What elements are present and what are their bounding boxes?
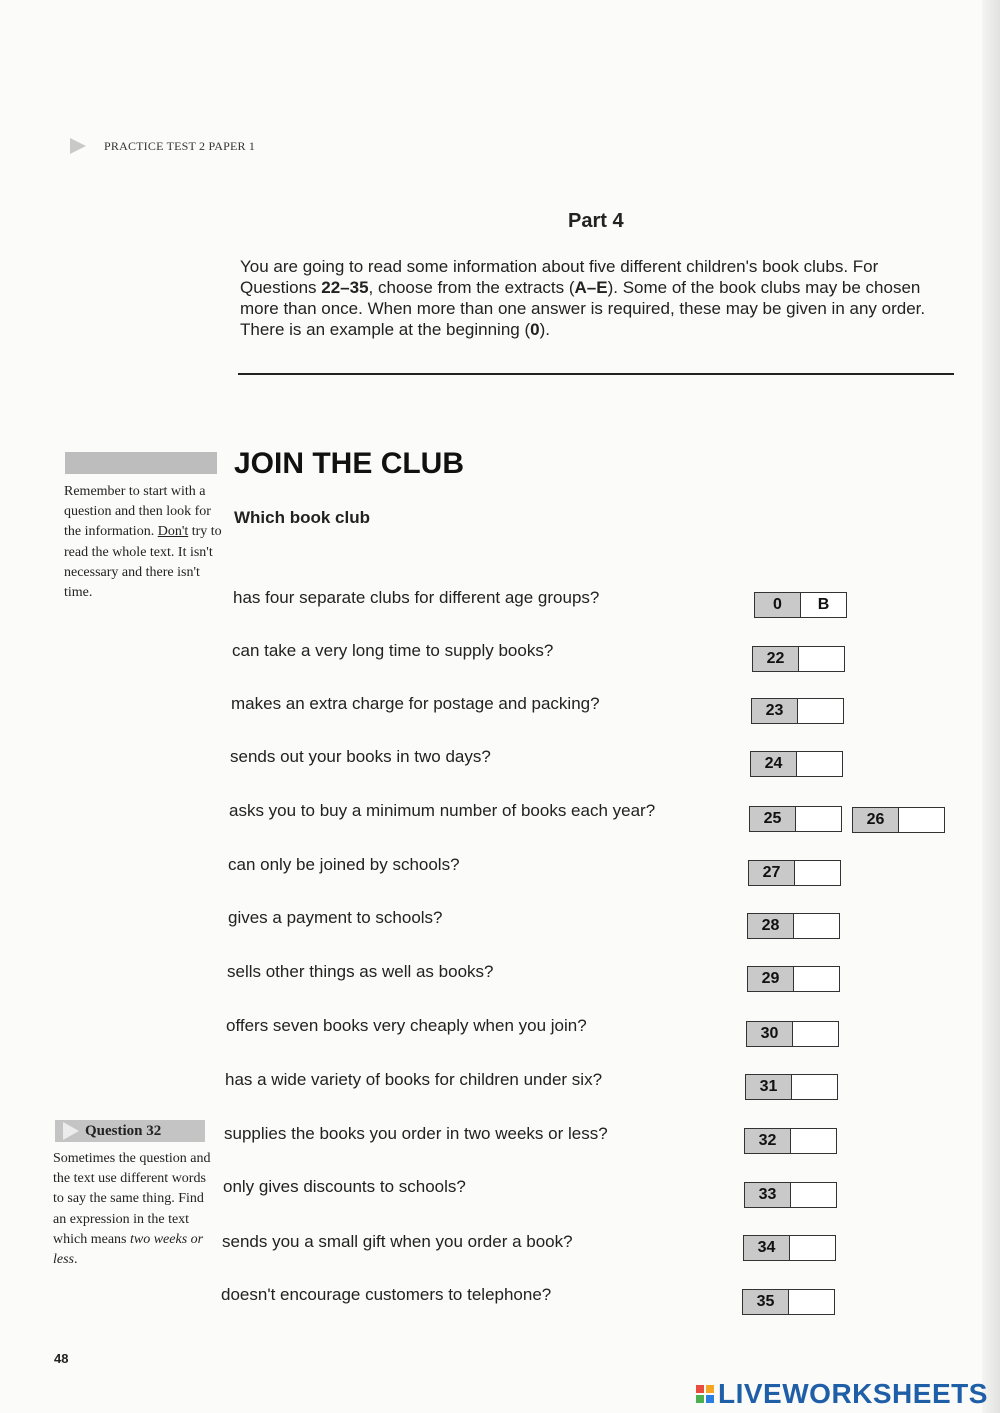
- instructions-text: You are going to read some information about five different children's book clubs. For Questions: [240, 257, 879, 297]
- question-number: 30: [747, 1022, 793, 1046]
- answer-box[interactable]: [799, 647, 844, 671]
- question-text: has four separate clubs for different age groups?: [233, 588, 600, 607]
- answer-row-25: [749, 806, 842, 832]
- answer-row-0: [754, 592, 847, 618]
- question-text: doesn't encourage customers to telephone?: [221, 1285, 552, 1304]
- question-32-tip-italic: two weeks or less: [53, 1231, 204, 1268]
- sidebar-tip-text: try to read the whole text. It isn't necessary and there isn't time.: [64, 524, 222, 601]
- question-number: 24: [751, 752, 797, 776]
- answer-box[interactable]: [791, 1183, 836, 1207]
- answer-row-26: [852, 807, 945, 833]
- question-number: 27: [749, 861, 795, 885]
- question-number: 31: [746, 1075, 792, 1099]
- instructions: [240, 256, 955, 340]
- question-text: gives a payment to schools?: [228, 908, 443, 927]
- answer-row-23: [751, 698, 844, 724]
- question-number: 32: [745, 1129, 791, 1153]
- question-number: 35: [743, 1290, 789, 1314]
- main-title: JOIN THE CLUB: [234, 447, 465, 480]
- answer-box[interactable]: [789, 1290, 834, 1314]
- question-text: makes an extra charge for postage and packing?: [231, 694, 600, 713]
- answer-row-33: [744, 1182, 837, 1208]
- logo-grid-icon: [696, 1385, 714, 1403]
- logo-text: LIVEWORKSHEETS: [718, 1378, 988, 1409]
- question-number: 33: [745, 1183, 791, 1207]
- question-32-label: Question 32: [85, 1122, 162, 1139]
- answer-box[interactable]: [899, 808, 944, 832]
- answer-row-28: [747, 913, 840, 939]
- sidebar-tip-bar: [65, 452, 217, 474]
- sidebar-tip-text: Remember to start with a question and then look for the information.: [64, 484, 211, 540]
- question-number: 0: [755, 593, 801, 617]
- answer-row-32: [744, 1128, 837, 1154]
- page-number: 48: [54, 1351, 69, 1366]
- instructions-bold: 22–35: [321, 278, 369, 297]
- instructions-bold: A–E: [574, 278, 608, 297]
- question-32-tip-text: Sometimes the question and the text use different words to say the same thing. Find an expression in the text which means: [53, 1151, 211, 1247]
- question-number: 28: [748, 914, 794, 938]
- question-text: only gives discounts to schools?: [223, 1177, 466, 1196]
- scan-edge: [982, 0, 1000, 1413]
- liveworksheets-logo: [696, 1378, 988, 1410]
- question-number: 29: [748, 967, 794, 991]
- answer-row-30: [746, 1021, 839, 1047]
- page-header: [70, 138, 255, 154]
- instructions-text: ).: [539, 320, 550, 339]
- question-32-header: [55, 1120, 205, 1142]
- answer-box: B: [817, 596, 830, 613]
- question-text: asks you to buy a minimum number of books each year?: [229, 801, 656, 820]
- sidebar-tip-underline: Don't: [157, 524, 189, 540]
- instructions-text: , choose from the extracts (: [368, 278, 575, 297]
- answer-box[interactable]: [794, 914, 839, 938]
- answer-row-35: [742, 1289, 835, 1315]
- question-text: can take a very long time to supply books?: [232, 641, 554, 660]
- subtitle: Which book club: [234, 508, 370, 527]
- answer-box[interactable]: [795, 861, 840, 885]
- divider: [238, 373, 954, 375]
- arrow-icon: [63, 1122, 79, 1140]
- answer-box[interactable]: [794, 967, 839, 991]
- part-title: Part 4: [568, 210, 624, 232]
- question-number: 34: [744, 1236, 790, 1260]
- answer-box[interactable]: [798, 699, 843, 723]
- answer-row-31: [745, 1074, 838, 1100]
- question-text: offers seven books very cheaply when you join?: [226, 1016, 587, 1035]
- header-arrow-icon: [70, 138, 86, 154]
- question-32-tip-text: .: [74, 1252, 78, 1268]
- answer-box[interactable]: [797, 752, 842, 776]
- answer-box[interactable]: [790, 1236, 835, 1260]
- question-number: 23: [752, 699, 798, 723]
- answer-box[interactable]: [793, 1022, 838, 1046]
- question-number: 26: [853, 808, 899, 832]
- question-text: sends you a small gift when you order a book?: [222, 1232, 573, 1251]
- question-32-tip: [53, 1149, 213, 1270]
- question-text: has a wide variety of books for children under six?: [225, 1070, 603, 1089]
- question-text: sells other things as well as books?: [227, 962, 494, 981]
- sidebar-tip: [64, 482, 224, 603]
- answer-row-27: [748, 860, 841, 886]
- answer-box[interactable]: [792, 1075, 837, 1099]
- instructions-bold: 0: [530, 320, 540, 339]
- question-number: 22: [753, 647, 799, 671]
- question-number: 25: [750, 807, 796, 831]
- answer-row-34: [743, 1235, 836, 1261]
- answer-row-22: [752, 646, 845, 672]
- answer-box[interactable]: [796, 807, 841, 831]
- answer-box[interactable]: [791, 1129, 836, 1153]
- question-text: supplies the books you order in two weeks or less?: [224, 1124, 608, 1143]
- answer-row-29: [747, 966, 840, 992]
- header-label: PRACTICE TEST 2 PAPER 1: [104, 138, 256, 153]
- answer-row-24: [750, 751, 843, 777]
- question-text: sends out your books in two days?: [230, 747, 491, 766]
- instructions-text: ). Some of the book clubs may be chosen more than once. When more than one answer is required, these may be given in any order. There is an example at the beginning (: [240, 278, 926, 339]
- question-text: can only be joined by schools?: [228, 855, 460, 874]
